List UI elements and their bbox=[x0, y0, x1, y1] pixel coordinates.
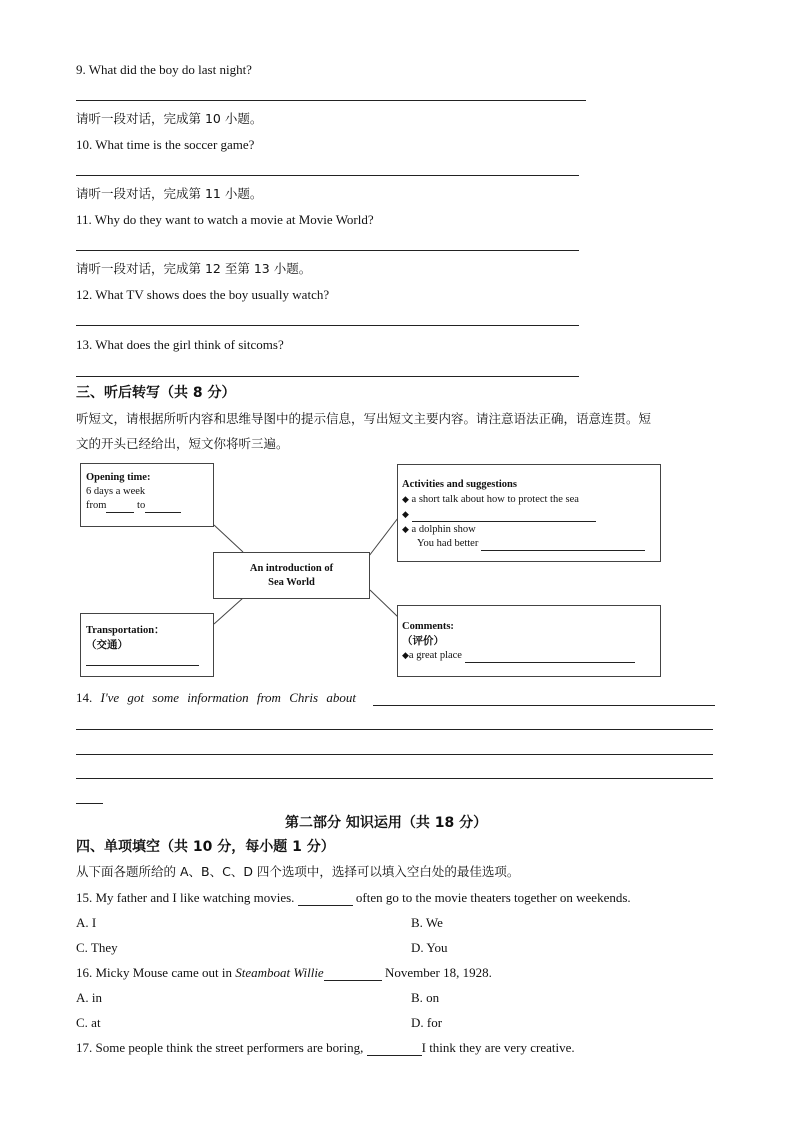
q14-answer-line-0[interactable] bbox=[373, 705, 715, 706]
mind-map-comments-box bbox=[397, 605, 661, 677]
activity-item-3 bbox=[402, 522, 660, 537]
transport-title: Transportation： bbox=[86, 625, 165, 636]
comments-blank[interactable] bbox=[465, 650, 635, 663]
question-13: 13. What does the girl think of sitcoms? bbox=[76, 337, 284, 352]
question-14-number: 14. bbox=[76, 690, 93, 705]
question-11: 11. Why do they want to watch a movie at Movie World? bbox=[76, 212, 374, 227]
transport-blank[interactable] bbox=[86, 655, 199, 666]
opening-to-label: to bbox=[137, 500, 146, 511]
question-17-blank[interactable] bbox=[367, 1041, 422, 1056]
opening-to-blank[interactable] bbox=[145, 512, 181, 513]
activity-suggestion-blank[interactable] bbox=[481, 538, 645, 551]
section-4-heading: 四、单项填空（共 10 分，每小题 1 分） bbox=[76, 839, 335, 855]
instruction-10: 请听一段对话，完成第 10 小题。 bbox=[76, 111, 263, 126]
question-17-stem: 17. Some people think the street performers are boring, bbox=[76, 1040, 364, 1055]
question-10: 10. What time is the soccer game? bbox=[76, 137, 255, 152]
mind-map-opening-box bbox=[80, 463, 214, 527]
q16-option-d[interactable]: D. for bbox=[411, 1015, 443, 1030]
question-16-stem: 16. Micky Mouse came out in bbox=[76, 965, 232, 980]
q16-option-a[interactable]: A. in bbox=[76, 990, 102, 1005]
question-15-stem-end: often go to the movie theaters together on weekends. bbox=[355, 890, 631, 905]
activity-item-2 bbox=[402, 507, 660, 522]
question-16 bbox=[76, 965, 492, 981]
comments-item bbox=[402, 648, 660, 663]
q15-option-b[interactable]: B. We bbox=[411, 915, 443, 930]
section-3-heading: 三、听后转写（共 8 分） bbox=[76, 385, 236, 401]
q14-answer-line-4[interactable] bbox=[76, 803, 103, 804]
activity-item-2-blank[interactable] bbox=[412, 509, 596, 522]
comments-title: Comments: bbox=[402, 621, 454, 632]
q15-option-c[interactable]: C. They bbox=[76, 940, 118, 955]
transport-subtitle: （交通） bbox=[86, 639, 128, 651]
mind-map-activities-box bbox=[397, 464, 661, 562]
bullet-icon: ◆ bbox=[402, 494, 409, 504]
question-17 bbox=[76, 1040, 575, 1056]
q14-answer-line-1[interactable] bbox=[76, 729, 713, 730]
bullet-icon: ◆ bbox=[402, 524, 409, 534]
comments-subtitle: （评价） bbox=[402, 635, 444, 647]
question-15 bbox=[76, 890, 631, 906]
q15-option-a[interactable]: A. I bbox=[76, 915, 97, 930]
opening-from-label: from bbox=[86, 500, 107, 511]
activity-item-3-text: a dolphin show bbox=[411, 524, 476, 535]
question-16-blank[interactable] bbox=[324, 966, 382, 981]
q14-answer-line-2[interactable] bbox=[76, 754, 713, 755]
comments-item-text: a great place bbox=[408, 650, 462, 661]
mind-map-center-box bbox=[213, 552, 370, 599]
activity-item-1-text: a short talk about how to protect the sea bbox=[411, 494, 579, 505]
question-12: 12. What TV shows does the boy usually watch? bbox=[76, 287, 330, 302]
bullet-icon: ◆ bbox=[402, 509, 409, 519]
activities-title: Activities and suggestions bbox=[402, 479, 517, 490]
instruction-11: 请听一段对话，完成第 11 小题。 bbox=[76, 186, 263, 201]
center-title-line-1: An introduction of bbox=[249, 563, 334, 574]
question-14 bbox=[76, 690, 356, 706]
section-4-instruction: 从下面各题所给的 A、B、C、D 四个选项中，选择可以填入空白处的最佳选项。 bbox=[76, 864, 520, 879]
activity-suggestion-text: You had better bbox=[417, 538, 479, 549]
opening-hours-line bbox=[86, 499, 213, 513]
q16-option-b[interactable]: B. on bbox=[411, 990, 440, 1005]
q14-answer-line-3[interactable] bbox=[76, 778, 713, 779]
opening-from-blank[interactable] bbox=[106, 512, 134, 513]
question-9: 9. What did the boy do last night? bbox=[76, 62, 252, 77]
activity-suggestion bbox=[402, 537, 660, 551]
question-16-film-title: Steamboat Willie bbox=[235, 965, 324, 980]
activity-item-1 bbox=[402, 492, 660, 507]
part-2-heading: 第二部分 知识运用（共 18 分） bbox=[285, 815, 488, 831]
bullet-icon: ◆ bbox=[402, 650, 409, 660]
section-3-instruction-2: 文的开头已经给出，短文你将听三遍。 bbox=[76, 436, 289, 451]
question-17-stem-end: I think they are very creative. bbox=[421, 1040, 575, 1055]
center-title-line-2: Sea World bbox=[268, 577, 315, 588]
mind-map-transport-box bbox=[80, 613, 214, 677]
opening-time-title: Opening time: bbox=[86, 472, 151, 483]
q16-option-c[interactable]: C. at bbox=[76, 1015, 101, 1030]
question-15-stem: 15. My father and I like watching movies. bbox=[76, 890, 295, 905]
question-14-prompt: I've got some information from Chris about bbox=[100, 690, 356, 705]
q15-option-d[interactable]: D. You bbox=[411, 940, 448, 955]
instruction-12: 请听一段对话，完成第 12 至第 13 小题。 bbox=[76, 261, 312, 276]
question-15-blank[interactable] bbox=[298, 891, 353, 906]
opening-days-text: 6 days a week bbox=[86, 486, 146, 497]
question-16-stem-end: November 18, 1928. bbox=[384, 965, 492, 980]
section-3-instruction-1: 听短文，请根据所听内容和思维导图中的提示信息，写出短文主要内容。请注意语法正确，语意连贯。短 bbox=[76, 411, 652, 426]
